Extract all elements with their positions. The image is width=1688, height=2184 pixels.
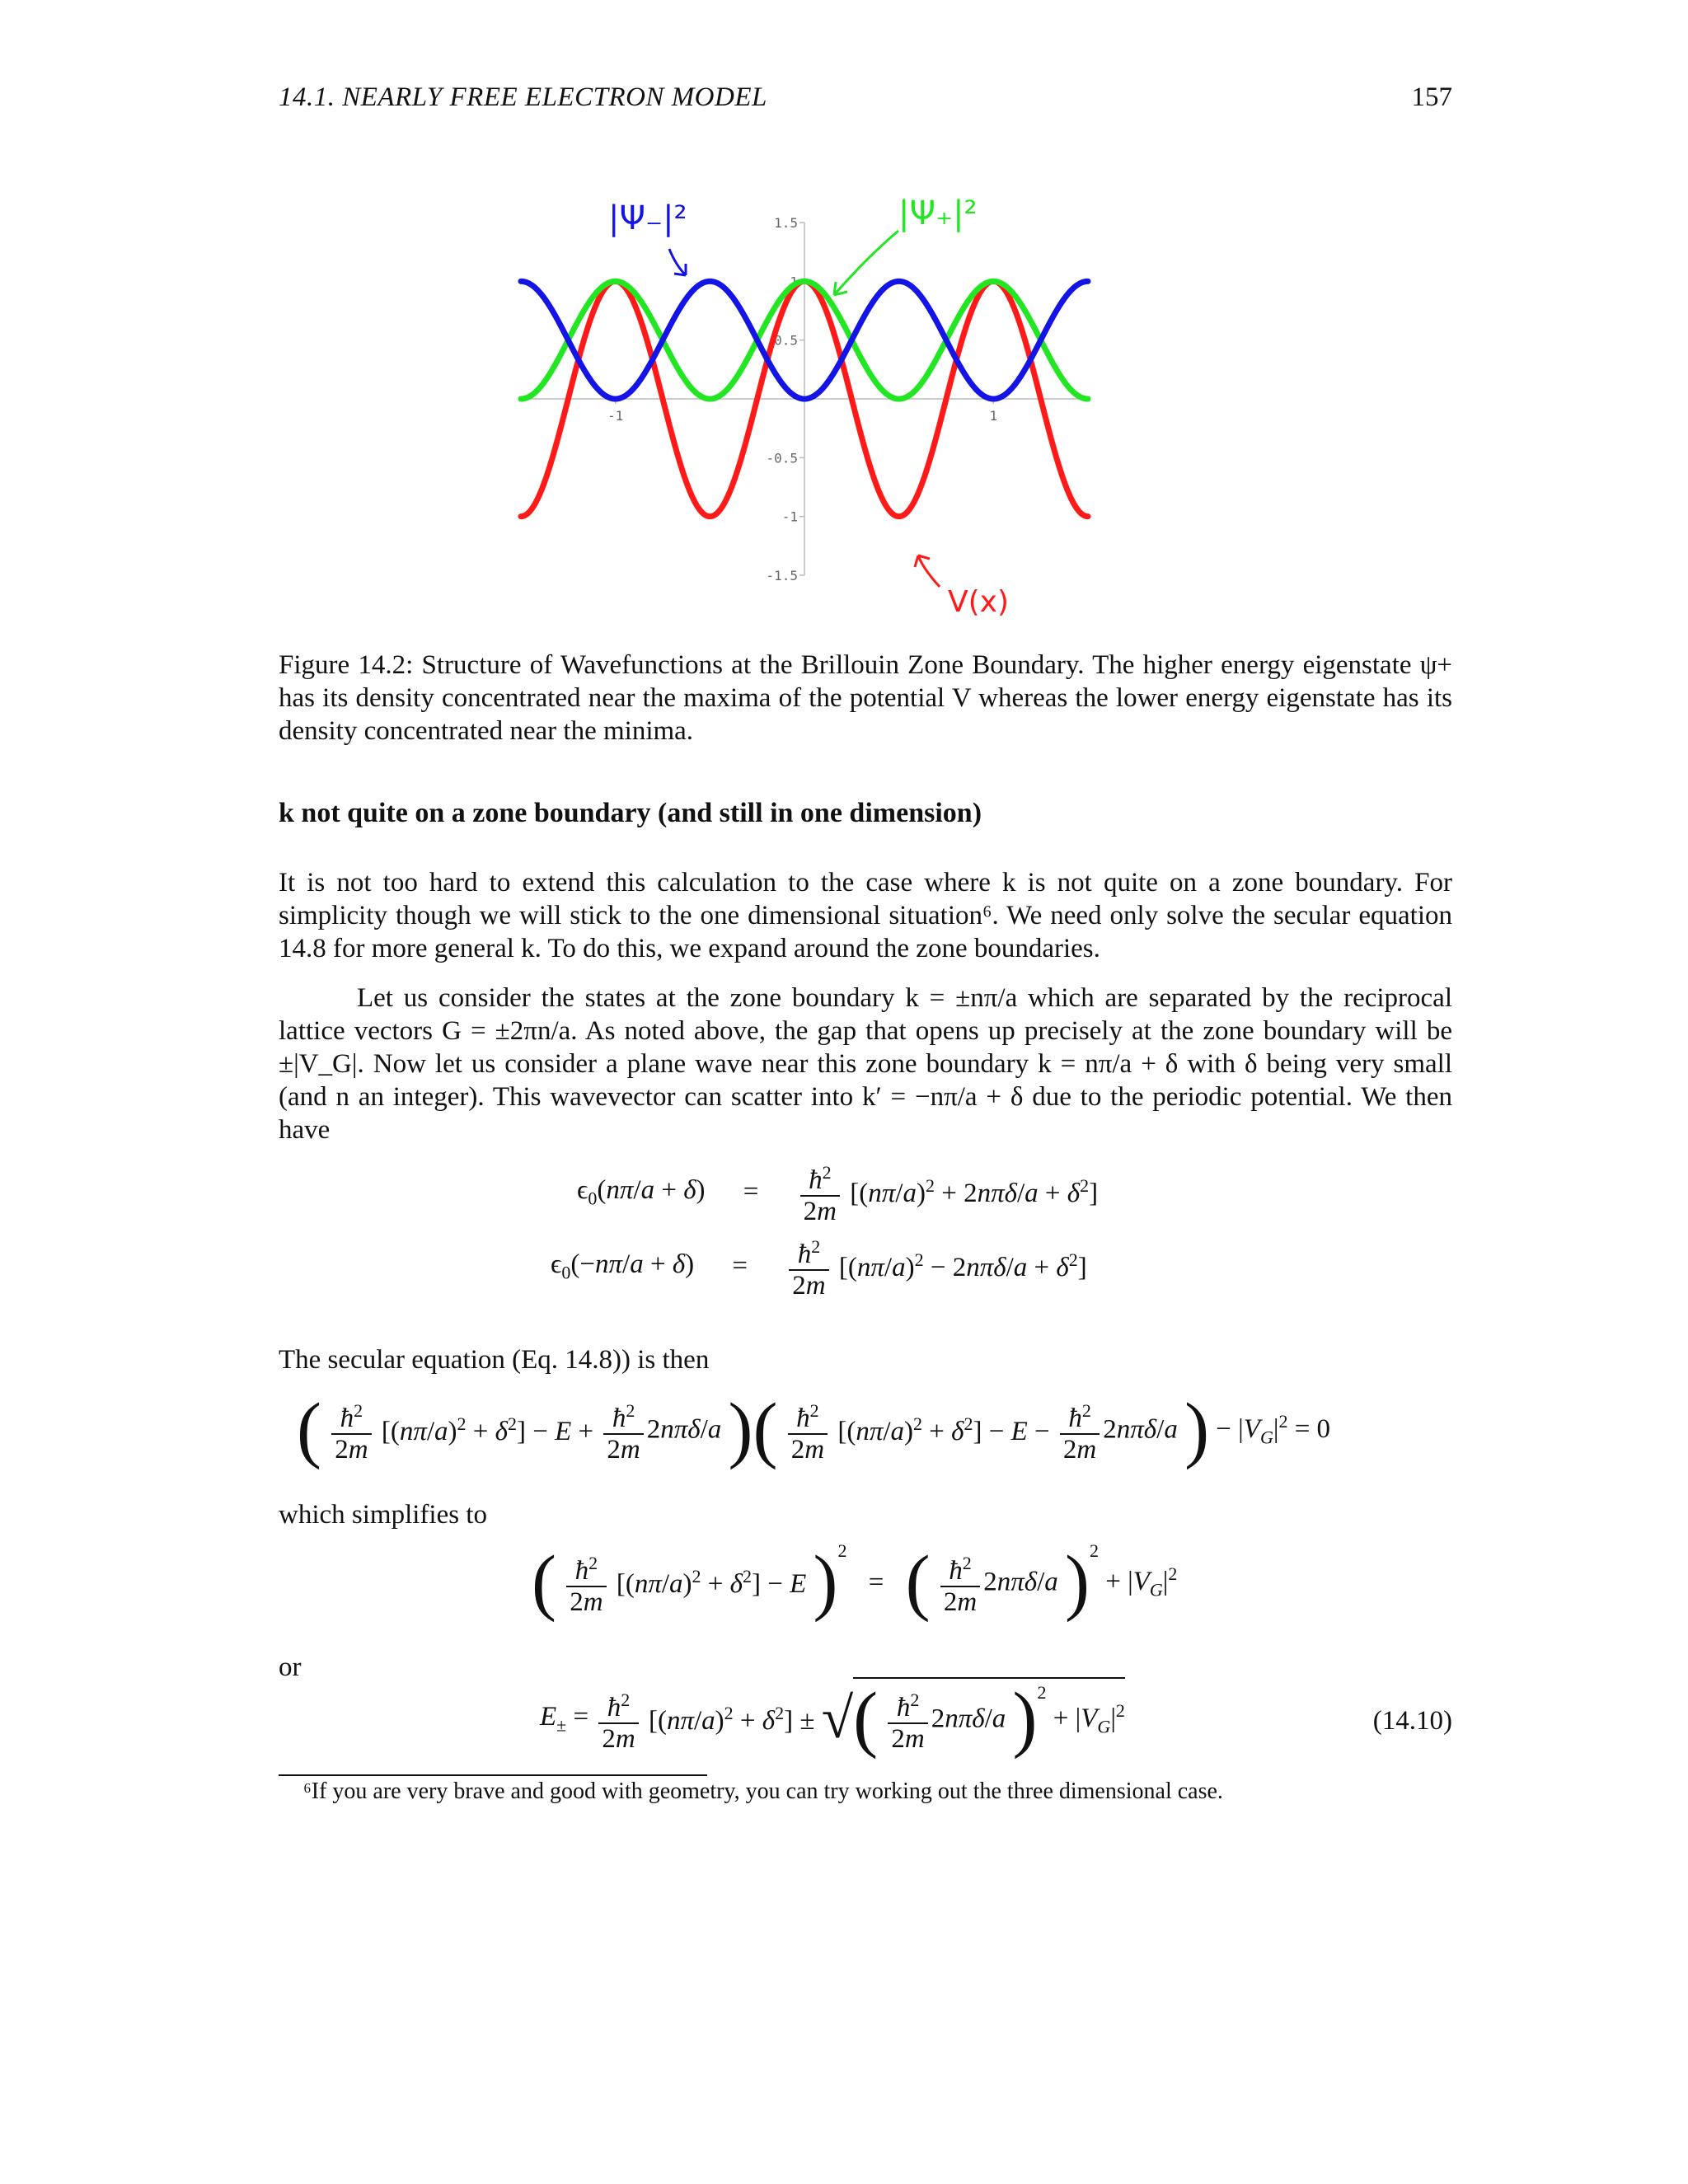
paragraph-1: It is not too hard to extend this calculation to the case where k is not quite on a zone boundary. For simplicity though we will stick to the one dimensional situation⁶. We need only solve the secular equation 14.8 for more general k. To do this, we expand around the zone boundaries. <box>279 868 1452 963</box>
equation-14-10: $E_\pm$ = $\frac{ħ^2}{2m}$ $[(n\pi/a)^2 + \delta^2]$ ± √( $\frac{ħ^2}{2m}$ 2nπδ/a )$^2 + |V_G|^2$ <box>540 1678 1125 1760</box>
equation-eps-plus: $\epsilon_0(n\pi/a + \delta)$ = $\frac{ħ^2}{2m}$ $[(n\pi/a)^2 + 2n\pi\delta/a + \delta^2]$ <box>577 1158 1098 1226</box>
equation-eps-minus: $\epsilon_0(-n\pi/a + \delta)$ = $\frac{ħ^2}{2m}$ $[(n\pi/a)^2 - 2n\pi\delta/a + \delta^2]$ <box>551 1232 1087 1301</box>
y-tick-label: 1.5 <box>774 215 798 231</box>
section-title: k not quite on a zone boundary (and still in one dimension) <box>279 798 982 828</box>
y-tick-label: -1 <box>781 509 798 525</box>
y-tick-label: -1.5 <box>766 568 798 583</box>
x-tick-label: 1 <box>989 408 998 424</box>
simplifies-text: which simplifies to <box>279 1500 487 1530</box>
x-tick-label: -1 <box>607 408 624 424</box>
footnote: ⁶If you are very brave and good with geometry, you can try working out the three dimensional case. <box>303 1779 1223 1804</box>
y-tick-label: 1 <box>790 274 798 290</box>
y-tick-label: 0.5 <box>774 332 798 349</box>
equation-simplified: ( $\frac{ħ^2}{2m}$ $[(n\pi/a)^2 + \delta^2] - E$ )$^2$ = ( $\frac{ħ^2}{2m}$ 2nπδ/a )$^2 + |V_G|^2$ <box>532 1540 1178 1623</box>
arrow-icon <box>669 249 686 275</box>
running-header-section: 14.1. NEARLY FREE ELECTRON MODEL <box>279 82 767 112</box>
footnote-rule <box>279 1774 707 1776</box>
equation-number: (14.10) <box>1372 1706 1452 1736</box>
secular-intro: The secular equation (Eq. 14.8)) is then <box>279 1345 710 1375</box>
psi-minus-annotation: |Ψ₋|² <box>608 199 687 237</box>
page-number: 157 <box>1411 82 1452 112</box>
or-label: or <box>279 1652 302 1682</box>
wavefunction-plot <box>511 190 1104 618</box>
paragraph-2: Let us consider the states at the zone boundary k = ±nπ/a which are separated by the reciprocal lattice vectors G = ±2πn/a. As noted above, the gap that opens up precisely at the zone boundary will be ±|V_G|. Now let us consider a plane wave near this zone boundary k = nπ/a + δ with δ being very small (and n an integer). This wavevector can scatter into k′ = −nπ/a + δ due to the periodic potential. We then have <box>279 983 1452 1145</box>
figure-caption: Figure 14.2: Structure of Wavefunctions at the Brillouin Zone Boundary. The higher energy eigenstate ψ+ has its density concentrated near the maxima of the potential V whereas the lower energy eigenstate has its density concentrated near the minima. <box>279 650 1452 746</box>
equation-secular: ( $\frac{ħ^2}{2m}$ $[(n\pi/a)^2 + \delta^2] - E$ + $\frac{ħ^2}{2m}$ 2nπδ/a )( $\frac{ħ^2}{2m}$ $[(n\pi/a)^2 + \delta^2] - E$ − $\frac{ħ^2}{2m}$ 2nπδ/a ) − $|V_G|^2 = 0$ <box>297 1389 1331 1470</box>
psi-plus-annotation: |Ψ₊|² <box>898 194 978 232</box>
arrow-icon <box>915 555 940 587</box>
plot-annotations <box>608 194 1009 618</box>
y-tick-label: -0.5 <box>766 450 798 466</box>
potential-annotation: V(x) <box>948 585 1010 618</box>
